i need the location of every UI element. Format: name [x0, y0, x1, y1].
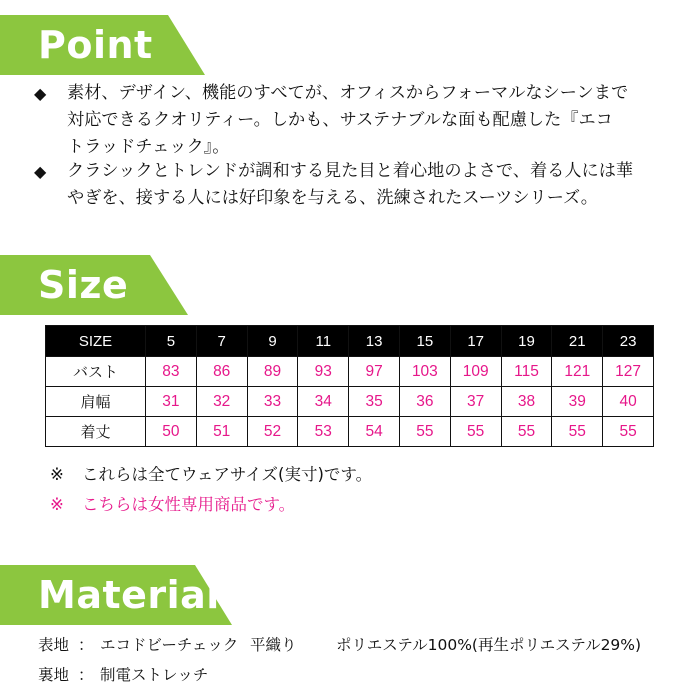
table-cell: 55 — [552, 417, 603, 447]
size-header-cell: 7 — [196, 326, 247, 357]
material-composition: ポリエステル100%(再生ポリエステル29%) — [336, 636, 642, 654]
table-cell: 31 — [146, 387, 197, 417]
size-header-cell: 9 — [247, 326, 298, 357]
size-header-cell: 21 — [552, 326, 603, 357]
note-text: これらは全てウェアサイズ(実寸)です。 — [82, 465, 373, 484]
table-cell: 115 — [501, 357, 552, 387]
table-row-bust — [46, 357, 654, 387]
table-cell: 51 — [196, 417, 247, 447]
table-cell: 127 — [603, 357, 654, 387]
table-cell: 97 — [349, 357, 400, 387]
material-separator: ： — [78, 636, 94, 654]
size-header-cell: 23 — [603, 326, 654, 357]
table-cell: 32 — [196, 387, 247, 417]
table-cell: 109 — [450, 357, 501, 387]
table-cell: 55 — [603, 417, 654, 447]
size-header-label: SIZE — [46, 326, 146, 357]
table-cell: 103 — [399, 357, 450, 387]
table-cell: 40 — [603, 387, 654, 417]
size-header-cell: 11 — [298, 326, 349, 357]
size-table — [45, 325, 654, 447]
material-fabric-name: エコドビーチェック — [100, 636, 239, 654]
table-row-shoulder — [46, 387, 654, 417]
material-heading: Material — [38, 573, 220, 617]
table-cell: 83 — [146, 357, 197, 387]
note-text: こちらは女性専用商品です。 — [82, 495, 296, 514]
table-cell: 33 — [247, 387, 298, 417]
size-note-garment-measurement — [50, 461, 372, 485]
table-cell: 54 — [349, 417, 400, 447]
table-cell: 38 — [501, 387, 552, 417]
point-bullet-1 — [34, 80, 628, 161]
size-heading: Size — [38, 263, 129, 307]
size-header-cell: 17 — [450, 326, 501, 357]
row-label: 着丈 — [46, 417, 146, 447]
row-label: バスト — [46, 357, 146, 387]
table-cell: 35 — [349, 387, 400, 417]
note-mark: ※ — [50, 465, 64, 484]
table-cell: 55 — [399, 417, 450, 447]
table-cell: 50 — [146, 417, 197, 447]
point-heading: Point — [38, 23, 153, 67]
material-fabric-name: 制電ストレッチ — [100, 666, 209, 684]
material-separator: ： — [78, 666, 94, 684]
table-cell: 121 — [552, 357, 603, 387]
table-cell: 53 — [298, 417, 349, 447]
row-label: 肩幅 — [46, 387, 146, 417]
table-cell: 86 — [196, 357, 247, 387]
table-cell: 55 — [450, 417, 501, 447]
table-cell: 34 — [298, 387, 349, 417]
size-note-women-only — [50, 491, 295, 515]
table-cell: 37 — [450, 387, 501, 417]
material-label: 裏地 — [38, 666, 70, 684]
diamond-bullet-icon: ◆ — [34, 162, 47, 181]
point-bullet-1-line-1: 素材、デザイン、機能のすべてが、オフィスからフォーマルなシーンまで — [67, 83, 629, 103]
point-bullet-1-line-3: トラッドチェック』。 — [67, 137, 230, 157]
size-table-header-row — [46, 326, 654, 357]
size-header-cell: 15 — [399, 326, 450, 357]
point-bullet-1-line-2: 対応できるクオリティー。しかも、サステナブルな面も配慮した『エコ — [67, 110, 613, 130]
size-header-cell: 5 — [146, 326, 197, 357]
point-bullet-2 — [34, 158, 633, 212]
table-row-length — [46, 417, 654, 447]
table-cell: 52 — [247, 417, 298, 447]
table-cell: 36 — [399, 387, 450, 417]
size-header-cell: 19 — [501, 326, 552, 357]
material-label: 表地 — [38, 636, 70, 654]
table-cell: 55 — [501, 417, 552, 447]
table-cell: 89 — [247, 357, 298, 387]
table-cell: 93 — [298, 357, 349, 387]
note-mark: ※ — [50, 495, 64, 514]
point-bullet-2-line-1: クラシックとトレンドが調和する見た目と着心地のよさで、着る人には華 — [67, 161, 634, 181]
material-weave: 平織り — [250, 636, 297, 654]
point-bullet-2-line-2: やぎを、接する人には好印象を与える、洗練されたスーツシリーズ。 — [67, 188, 598, 208]
table-cell: 39 — [552, 387, 603, 417]
size-header-cell: 13 — [349, 326, 400, 357]
diamond-bullet-icon: ◆ — [34, 84, 47, 103]
